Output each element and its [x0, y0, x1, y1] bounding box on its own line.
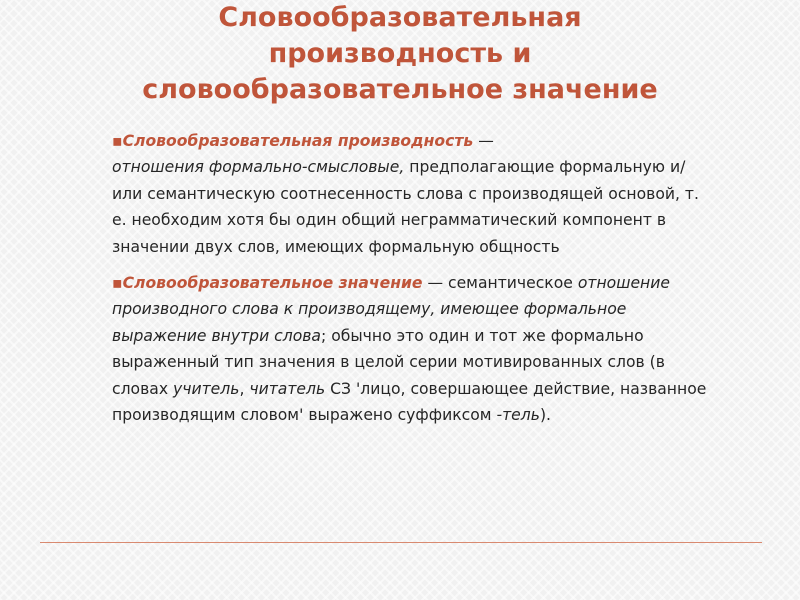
bullet-marker-icon: ▪ — [112, 274, 123, 293]
dash-1: — — [473, 132, 494, 150]
example-word-uchitel: учитель — [173, 379, 240, 398]
bullet-marker-icon: ▪ — [112, 132, 123, 150]
definition-2-text-c: СЗ 'лицо, совершающее действие, названное производящим словом' выражено суффиксом — [112, 379, 707, 425]
slide-body — [112, 128, 712, 438]
slide-title — [0, 0, 800, 108]
term-derivativeness: Словообразовательная производность — [122, 132, 474, 150]
definition-2-italic: отношение производного слова к производящему, имеющее формальное выражение внутри слова — [112, 274, 670, 345]
definition-2-first-word: семантическое — [448, 274, 573, 293]
definition-1-italic: отношения формально-смысловые, — [112, 158, 405, 177]
example-word-chitatel: читатель — [249, 379, 326, 398]
title-line-2: производность и — [268, 38, 532, 69]
bullet-paragraph-1 — [112, 128, 712, 260]
title-line-1: Словообразовательная — [218, 2, 582, 33]
bullet-paragraph-2 — [112, 270, 712, 428]
dash-2: — — [422, 274, 449, 293]
title-line-3: словообразовательное значение — [142, 74, 658, 105]
term-derivational-meaning: Словообразовательное значение — [122, 274, 423, 293]
footer-divider — [40, 542, 762, 543]
definition-1-text: предполагающие формальную и/или семантическую соотнесенность слова с производящей основой, т. е. необходим хотя бы один общий неграмматический компонент в значении двух слов, имеющих формальную общность — [112, 158, 699, 256]
definition-2-text-a: ; обычно это один и тот же формально выраженный тип значения в целой серии мотивированных слов (в словах — [112, 326, 665, 398]
definition-2-text-d: ). — [539, 406, 551, 425]
example-suffix: -тель — [496, 406, 540, 425]
definition-2-text-b: , — [239, 379, 250, 398]
